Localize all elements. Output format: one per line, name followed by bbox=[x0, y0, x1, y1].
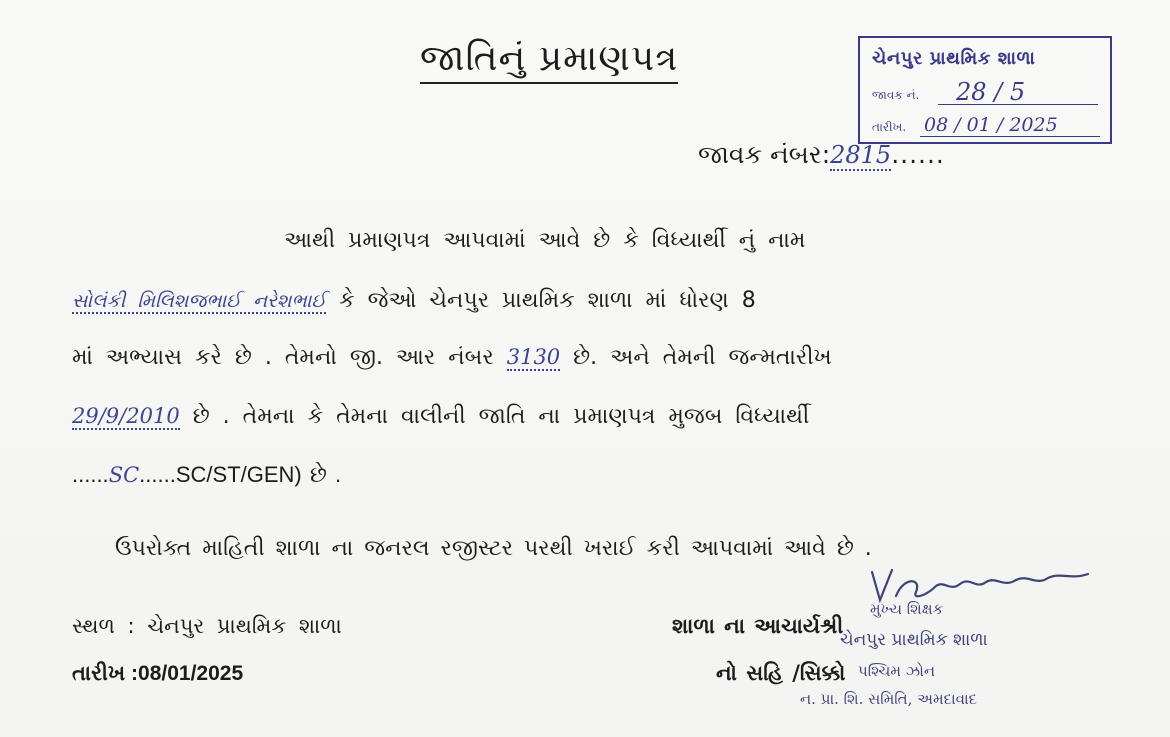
stamp-javak-label: જાવક નં. bbox=[872, 88, 920, 102]
stamp-school-name: ચેનપુર પ્રાથમિક શાળા bbox=[872, 48, 1036, 69]
date-value: 08/01/2025 bbox=[138, 662, 244, 685]
body-line-2 bbox=[72, 288, 756, 313]
place-value: ચેનપુર પ્રાથમિક શાળા bbox=[147, 614, 342, 638]
body-line-2-text: કે જેઓ ચેનપુર પ્રાથમિક શાળા માં ધોરણ 8 bbox=[339, 288, 756, 313]
caste-value: SC bbox=[108, 463, 140, 487]
student-name: સોલંકી મિલિશજભાઈ નરેશભાઈ bbox=[72, 290, 327, 312]
gr-number: 3130 bbox=[506, 345, 561, 369]
closing-statement: ઉપરોક્ત માહિતી શાળા ના જનરલ રજીસ્ટર પરથી ખરાઈ કરી આપવામાં આવે છે . bbox=[115, 536, 872, 561]
stamp-date-value: 08 / 01 / 2025 bbox=[924, 114, 1058, 136]
body-line-4 bbox=[72, 404, 809, 429]
seal-line-1: મુખ્ય શિક્ષક bbox=[870, 600, 944, 618]
principal-line-1: શાળા ના આચાર્યશ્રી bbox=[672, 614, 844, 638]
body-line-5: ......SC......SC/ST/GEN) છે . bbox=[72, 462, 342, 487]
inward-stamp bbox=[858, 36, 1112, 144]
stamp-date-line bbox=[920, 136, 1100, 137]
javak-number-label: જાવક નંબર: bbox=[698, 140, 831, 169]
javak-number-value: 2815 bbox=[830, 141, 892, 169]
seal-line-3: પશ્ચિમ ઝોન bbox=[858, 662, 936, 680]
body-line-3-suffix: છે. અને તેમની જન્મતારીખ bbox=[573, 345, 832, 370]
date-of-birth: 29/9/2010 bbox=[72, 404, 180, 428]
body-line-3 bbox=[72, 345, 832, 370]
date-row bbox=[72, 662, 243, 686]
seal-line-4: ન. પ્રા. શિ. સમિતિ, અમદાવાદ bbox=[800, 690, 978, 708]
place-row bbox=[72, 614, 342, 639]
body-line-3-prefix: માં અભ્યાસ કરે છે . તેમનો જી. આર નંબર bbox=[72, 345, 494, 370]
seal-line-2: ચેનપુર પ્રાથમિક શાળા bbox=[840, 630, 988, 650]
body-line-1: આથી પ્રમાણપત્ર આપવામાં આવે છે કે વિધ્યાર્થી નું નામ bbox=[284, 228, 806, 253]
date-label: તારીખ : bbox=[72, 662, 139, 685]
body-line-4-suffix: છે . તેમના કે તેમના વાલીની જાતિ ના પ્રમાણપત્ર મુજબ વિધ્યાર્થી bbox=[192, 404, 810, 429]
body-line-5-suffix: SC/ST/GEN) છે . bbox=[175, 462, 342, 487]
javak-number-dots: ...... bbox=[891, 140, 945, 169]
javak-number bbox=[698, 140, 945, 170]
stamp-javak-value: 28 / 5 bbox=[956, 78, 1026, 106]
stamp-date-label: તારીખ. bbox=[872, 120, 907, 134]
principal-line-2: નો સહિ /સિક્કો bbox=[716, 661, 846, 685]
place-label: સ્થળ : bbox=[72, 614, 135, 638]
document-title: જાતિનું પ્રમાણપત્ર bbox=[420, 38, 678, 84]
